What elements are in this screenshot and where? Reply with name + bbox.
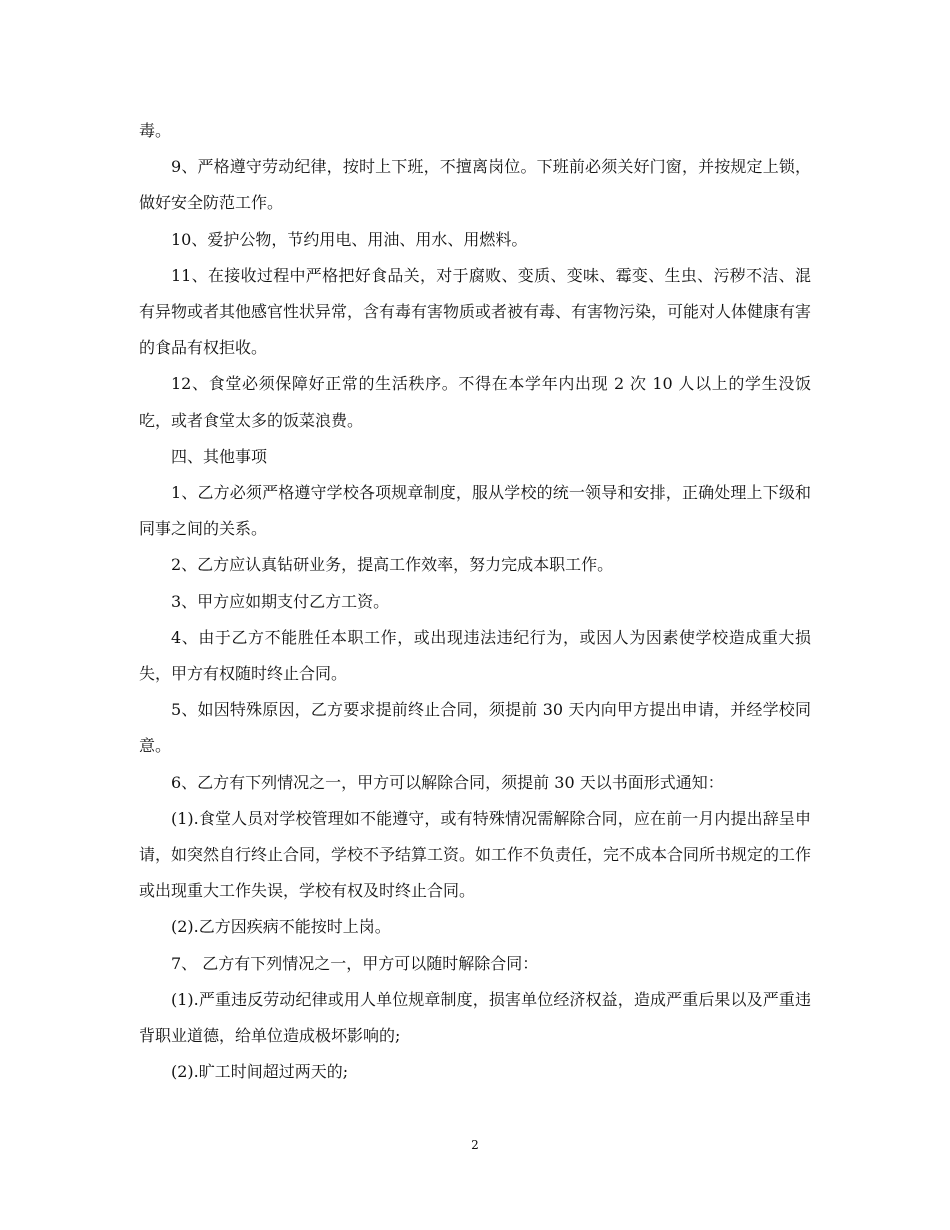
paragraph: (1).严重违反劳动纪律或用人单位规章制度，损害单位经济权益，造成严重后果以及严重违背职业道德，给单位造成极坏影响的; xyxy=(139,989,811,1046)
paragraph: 3、甲方应如期支付乙方工资。 xyxy=(171,591,390,611)
paragraph: 7、 乙方有下列情况之一，甲方可以随时解除合同： xyxy=(171,953,539,973)
document-body xyxy=(139,113,811,1090)
page-number: 2 xyxy=(471,1138,479,1152)
paragraph: 1、乙方必须严格遵守学校各项规章制度，服从学校的统一领导和安排，正确处理上下级和同事之间的关系。 xyxy=(139,483,811,539)
section-heading: 四、其他事项 xyxy=(171,446,268,466)
paragraph: 5、如因特殊原因，乙方要求提前终止合同，须提前 30 天内向甲方提出申请，并经学校同意。 xyxy=(139,700,811,756)
paragraph: 12、食堂必须保障好正常的生活秩序。不得在本学年内出现 2 次 10 人以上的学生没饭吃，或者食堂太多的饭菜浪费。 xyxy=(139,374,811,430)
paragraph: 2、乙方应认真钻研业务，提高工作效率，努力完成本职工作。 xyxy=(171,555,614,575)
paragraph: 毒。 xyxy=(139,121,172,140)
paragraph: 6、乙方有下列情况之一，甲方可以解除合同，须提前 30 天以书面形式通知： xyxy=(171,772,724,792)
paragraph: (2).旷工时间超过两天的; xyxy=(171,1062,349,1082)
paragraph: 4、由于乙方不能胜任本职工作，或出现违法违纪行为，或因人为因素使学校造成重大损失，甲方有权随时终止合同。 xyxy=(139,627,811,684)
paragraph: 11、在接收过程中严格把好食品关，对于腐败、变质、变味、霉变、生虫、污秽不洁、混有异物或者其他感官性状异常，含有毒有害物质或者被有毒、有害物污染，可能对人体健康有害的食品有权拒收。 xyxy=(139,265,812,358)
paragraph: 9、严格遵守劳动纪律，按时上下班，不擅离岗位。下班前必须关好门窗，并按规定上锁，做好安全防范工作。 xyxy=(139,157,811,213)
paragraph: (2).乙方因疾病不能按时上岗。 xyxy=(171,917,391,937)
paragraph: 10、爱护公物，节约用电、用油、用水、用燃料。 xyxy=(171,229,528,249)
paragraph: (1).食堂人员对学校管理如不能遵守，或有特殊情况需解除合同，应在前一月内提出辞呈申请，如突然自行终止合同，学校不予结算工资。如工作不负责任，完不成本合同所书规定的工作或出现重大工作失误，学校有权及时终止合同。 xyxy=(139,808,812,901)
